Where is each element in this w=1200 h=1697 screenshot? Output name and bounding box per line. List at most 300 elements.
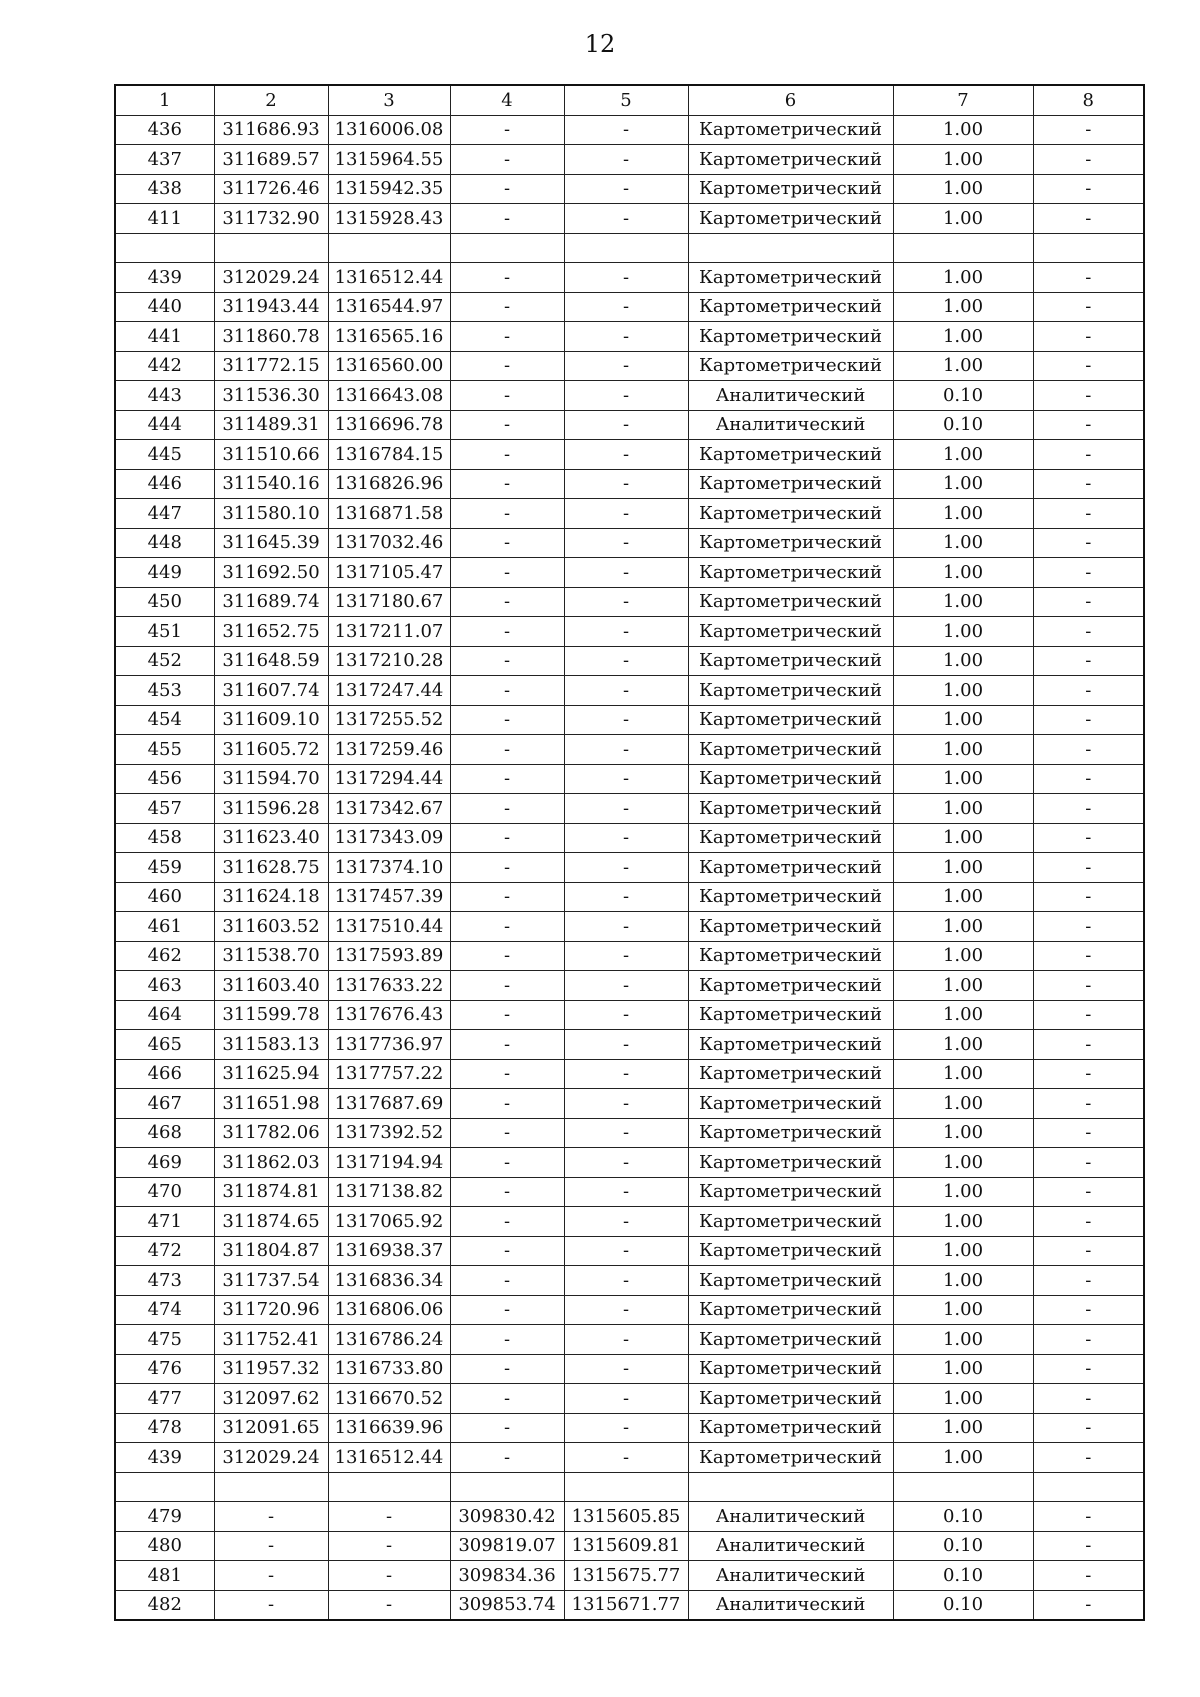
table-cell: Картометрический (688, 587, 893, 617)
table-cell: - (450, 764, 564, 794)
table-cell: 309819.07 (450, 1531, 564, 1561)
table-cell: Картометрический (688, 1148, 893, 1178)
table-cell: - (214, 1531, 328, 1561)
table-cell: Картометрический (688, 971, 893, 1001)
table-cell: 1.00 (893, 853, 1033, 883)
table-cell: - (450, 558, 564, 588)
table-row (115, 1030, 1144, 1060)
table-cell: - (450, 322, 564, 352)
table-cell: - (564, 617, 688, 647)
table-row (115, 941, 1144, 971)
table-cell: - (1033, 735, 1144, 765)
table-cell: 1316643.08 (328, 381, 450, 411)
table-cell: 1.00 (893, 1089, 1033, 1119)
table-cell: 452 (115, 646, 214, 676)
table-cell: Картометрический (688, 528, 893, 558)
table-cell: 311726.46 (214, 174, 328, 204)
table-cell: 1317510.44 (328, 912, 450, 942)
table-cell: Картометрический (688, 1089, 893, 1119)
table-cell: 448 (115, 528, 214, 558)
table-cell: 1317687.69 (328, 1089, 450, 1119)
table-cell: 1.00 (893, 1059, 1033, 1089)
table-cell: 459 (115, 853, 214, 883)
table-cell: - (450, 174, 564, 204)
table-row (115, 646, 1144, 676)
table-row (115, 292, 1144, 322)
table-cell: 447 (115, 499, 214, 529)
table-cell: 309853.74 (450, 1590, 564, 1620)
table-cell: - (450, 1000, 564, 1030)
table-cell: 446 (115, 469, 214, 499)
table-cell: 1.00 (893, 617, 1033, 647)
table-cell: Картометрический (688, 1177, 893, 1207)
table-cell: Картометрический (688, 558, 893, 588)
table-cell: 1.00 (893, 1236, 1033, 1266)
table-cell: Картометрический (688, 1000, 893, 1030)
table-cell: 1316512.44 (328, 263, 450, 293)
table-cell: 1.00 (893, 1177, 1033, 1207)
table-row (115, 1148, 1144, 1178)
table-cell: 1.00 (893, 204, 1033, 234)
table-cell: - (564, 794, 688, 824)
table-row (115, 1177, 1144, 1207)
table-cell: 1316696.78 (328, 410, 450, 440)
table-cell: 1316784.15 (328, 440, 450, 470)
table-cell: 1317593.89 (328, 941, 450, 971)
table-cell: 311599.78 (214, 1000, 328, 1030)
table-cell: 1.00 (893, 174, 1033, 204)
table-row (115, 499, 1144, 529)
table-row (115, 1531, 1144, 1561)
table-cell: 445 (115, 440, 214, 470)
table-cell: 311489.31 (214, 410, 328, 440)
table-cell: - (564, 1413, 688, 1443)
table-cell: - (1033, 794, 1144, 824)
table-cell: - (1033, 1236, 1144, 1266)
table-cell: - (450, 853, 564, 883)
table-cell: - (564, 440, 688, 470)
table-cell: 311510.66 (214, 440, 328, 470)
table-cell: - (1033, 705, 1144, 735)
table-cell: 311862.03 (214, 1148, 328, 1178)
table-cell: Картометрический (688, 1354, 893, 1384)
table-cell: 472 (115, 1236, 214, 1266)
table-cell: - (564, 705, 688, 735)
table-cell: - (1033, 764, 1144, 794)
table-cell: - (450, 1059, 564, 1089)
table-cell: - (564, 263, 688, 293)
table-cell: 311692.50 (214, 558, 328, 588)
table-cell: 311720.96 (214, 1295, 328, 1325)
table-cell: - (564, 912, 688, 942)
table-cell: 1.00 (893, 971, 1033, 1001)
table-cell: 1.00 (893, 1030, 1033, 1060)
table-cell: 1317259.46 (328, 735, 450, 765)
table-cell: 1317342.67 (328, 794, 450, 824)
table-cell: 311536.30 (214, 381, 328, 411)
table-cell: - (1033, 617, 1144, 647)
table-row (115, 469, 1144, 499)
table-row (115, 1590, 1144, 1620)
table-cell: - (450, 1354, 564, 1384)
table-row (115, 174, 1144, 204)
table-cell: - (450, 1118, 564, 1148)
table-cell: 477 (115, 1384, 214, 1414)
table-cell: - (564, 204, 688, 234)
table-row (115, 1561, 1144, 1591)
table-cell: 311645.39 (214, 528, 328, 558)
column-header: 3 (328, 85, 450, 115)
table-cell: Картометрический (688, 1413, 893, 1443)
table-cell: Картометрический (688, 912, 893, 942)
table-row (115, 1502, 1144, 1532)
table-cell: Картометрический (688, 1443, 893, 1473)
table-cell: 469 (115, 1148, 214, 1178)
table-cell: 440 (115, 292, 214, 322)
table-cell (564, 1472, 688, 1502)
table-row (115, 882, 1144, 912)
table-cell: 1317065.92 (328, 1207, 450, 1237)
table-cell: - (1033, 469, 1144, 499)
column-header: 2 (214, 85, 328, 115)
table-cell: - (1033, 1089, 1144, 1119)
table-cell: - (564, 1325, 688, 1355)
table-cell: Аналитический (688, 1531, 893, 1561)
table-cell: 1316938.37 (328, 1236, 450, 1266)
table-cell: - (564, 469, 688, 499)
table-cell: Картометрический (688, 853, 893, 883)
table-cell: 1.00 (893, 1413, 1033, 1443)
table-cell: - (564, 676, 688, 706)
table-cell: - (450, 469, 564, 499)
table-cell: 311752.41 (214, 1325, 328, 1355)
table-cell: 437 (115, 145, 214, 175)
table-cell: Картометрический (688, 204, 893, 234)
table-row (115, 263, 1144, 293)
table-cell: 311609.10 (214, 705, 328, 735)
table-cell: 311583.13 (214, 1030, 328, 1060)
table-cell: Картометрический (688, 499, 893, 529)
table-cell: - (450, 1236, 564, 1266)
table-cell (688, 233, 893, 263)
table-cell: 311605.72 (214, 735, 328, 765)
table-cell: 311689.74 (214, 587, 328, 617)
table-cell: 1317392.52 (328, 1118, 450, 1148)
table-cell: 1315609.81 (564, 1531, 688, 1561)
table-cell: 1317210.28 (328, 646, 450, 676)
table-cell: Картометрический (688, 1059, 893, 1089)
table-cell: - (564, 174, 688, 204)
table-cell: 456 (115, 764, 214, 794)
table-cell: - (1033, 1295, 1144, 1325)
table-cell: - (1033, 440, 1144, 470)
table-cell: 453 (115, 676, 214, 706)
table-cell: - (1033, 587, 1144, 617)
table-cell: - (564, 1354, 688, 1384)
table-cell: - (450, 1148, 564, 1178)
column-header: 6 (688, 85, 893, 115)
table-cell: - (1033, 1118, 1144, 1148)
table-row (115, 322, 1144, 352)
table-row (115, 1118, 1144, 1148)
table-cell: 1.00 (893, 145, 1033, 175)
table-cell: Картометрический (688, 764, 893, 794)
table-cell: 311652.75 (214, 617, 328, 647)
table-cell: - (1033, 174, 1144, 204)
table-cell: 1316871.58 (328, 499, 450, 529)
table-cell: 467 (115, 1089, 214, 1119)
table-cell: 1316826.96 (328, 469, 450, 499)
table-cell (214, 233, 328, 263)
table-row (115, 440, 1144, 470)
table-cell: - (1033, 263, 1144, 293)
table-cell: 1315942.35 (328, 174, 450, 204)
table-cell (893, 233, 1033, 263)
table-cell: - (1033, 1325, 1144, 1355)
table-cell: 311607.74 (214, 676, 328, 706)
table-cell: 1.00 (893, 1118, 1033, 1148)
table-row (115, 351, 1144, 381)
table-cell: - (1033, 292, 1144, 322)
table-cell: 1.00 (893, 882, 1033, 912)
table-cell: 476 (115, 1354, 214, 1384)
table-cell: Аналитический (688, 1561, 893, 1591)
table-cell: 1.00 (893, 587, 1033, 617)
table-cell (564, 233, 688, 263)
table-cell: Картометрический (688, 115, 893, 145)
table-cell: 1316565.16 (328, 322, 450, 352)
table-row (115, 410, 1144, 440)
table-cell: - (450, 263, 564, 293)
table-cell: - (1033, 204, 1144, 234)
table-row (115, 1354, 1144, 1384)
table-cell: 311603.52 (214, 912, 328, 942)
table-cell: 1316544.97 (328, 292, 450, 322)
table-cell: Картометрический (688, 263, 893, 293)
table-cell: - (564, 1030, 688, 1060)
table-cell: - (564, 558, 688, 588)
table-cell: 311772.15 (214, 351, 328, 381)
table-cell: 455 (115, 735, 214, 765)
table-cell: - (450, 1384, 564, 1414)
table-cell: - (214, 1561, 328, 1591)
table-cell: 462 (115, 941, 214, 971)
table-cell: 1317633.22 (328, 971, 450, 1001)
table-cell: 475 (115, 1325, 214, 1355)
table-cell: 1316806.06 (328, 1295, 450, 1325)
table-cell: - (564, 971, 688, 1001)
table-cell: - (450, 912, 564, 942)
table-cell: - (1033, 1443, 1144, 1473)
table-cell: Картометрический (688, 823, 893, 853)
table-cell: 1317180.67 (328, 587, 450, 617)
table-row (115, 145, 1144, 175)
table-cell: 1.00 (893, 705, 1033, 735)
table-row (115, 115, 1144, 145)
table-cell: 444 (115, 410, 214, 440)
table-row (115, 971, 1144, 1001)
table-cell: 311624.18 (214, 882, 328, 912)
table-cell: Картометрический (688, 617, 893, 647)
table-cell: Картометрический (688, 1118, 893, 1148)
table-cell: 1.00 (893, 1443, 1033, 1473)
table-cell: - (564, 1236, 688, 1266)
table-row (115, 912, 1144, 942)
table-cell: Картометрический (688, 735, 893, 765)
table-cell: Картометрический (688, 646, 893, 676)
table-cell: 1.00 (893, 1148, 1033, 1178)
table-cell: 1316006.08 (328, 115, 450, 145)
table-row (115, 1443, 1144, 1473)
table-cell: - (1033, 1502, 1144, 1532)
table-cell: 1316670.52 (328, 1384, 450, 1414)
table-cell: 1316639.96 (328, 1413, 450, 1443)
table-cell: 1317194.94 (328, 1148, 450, 1178)
table-row (115, 1472, 1144, 1502)
table-cell: 1316786.24 (328, 1325, 450, 1355)
table-row (115, 823, 1144, 853)
table-cell: 1315675.77 (564, 1561, 688, 1591)
table-cell: - (1033, 1177, 1144, 1207)
table-cell: - (450, 1266, 564, 1296)
table-cell: - (328, 1561, 450, 1591)
table-cell: - (450, 528, 564, 558)
table-cell: - (450, 1295, 564, 1325)
table-cell: Картометрический (688, 705, 893, 735)
table-cell (1033, 1472, 1144, 1502)
table-cell: - (1033, 971, 1144, 1001)
table-cell: 309830.42 (450, 1502, 564, 1532)
table-cell: - (1033, 558, 1144, 588)
table-cell: - (1033, 882, 1144, 912)
table-cell: 1317247.44 (328, 676, 450, 706)
table-cell: 1317676.43 (328, 1000, 450, 1030)
table-cell: Картометрический (688, 469, 893, 499)
table-cell: Картометрический (688, 1295, 893, 1325)
table-cell (688, 1472, 893, 1502)
table-cell: 454 (115, 705, 214, 735)
table-cell: - (564, 853, 688, 883)
table-cell: 1.00 (893, 735, 1033, 765)
table-cell: 1317294.44 (328, 764, 450, 794)
table-cell: Картометрический (688, 145, 893, 175)
table-cell: - (450, 1089, 564, 1119)
table-cell: 1315605.85 (564, 1502, 688, 1532)
table-cell: 311596.28 (214, 794, 328, 824)
table-cell: Картометрический (688, 794, 893, 824)
table-cell: - (450, 1443, 564, 1473)
table-cell: 311651.98 (214, 1089, 328, 1119)
table-cell: 311594.70 (214, 764, 328, 794)
table-cell: 461 (115, 912, 214, 942)
table-cell: - (564, 587, 688, 617)
table-cell (450, 1472, 564, 1502)
table-cell: 1.00 (893, 558, 1033, 588)
table-cell: Картометрический (688, 1384, 893, 1414)
table-cell: - (450, 823, 564, 853)
table-cell: - (450, 882, 564, 912)
table-cell (450, 233, 564, 263)
table-cell: 465 (115, 1030, 214, 1060)
table-cell (893, 1472, 1033, 1502)
column-header: 1 (115, 85, 214, 115)
table-cell: 1.00 (893, 1354, 1033, 1384)
table-cell: 480 (115, 1531, 214, 1561)
table-cell: 478 (115, 1413, 214, 1443)
table-row (115, 1295, 1144, 1325)
table-cell: - (1033, 941, 1144, 971)
table-cell: 473 (115, 1266, 214, 1296)
table-cell: 311686.93 (214, 115, 328, 145)
table-cell: 466 (115, 1059, 214, 1089)
table-cell: 311782.06 (214, 1118, 328, 1148)
table-cell: 464 (115, 1000, 214, 1030)
table-cell: 0.10 (893, 1590, 1033, 1620)
table-cell: Картометрический (688, 1030, 893, 1060)
table-cell: 443 (115, 381, 214, 411)
table-cell: 311860.78 (214, 322, 328, 352)
table-cell: 1.00 (893, 1325, 1033, 1355)
table-cell: 0.10 (893, 1561, 1033, 1591)
table-cell: 474 (115, 1295, 214, 1325)
table-cell: 1.00 (893, 1384, 1033, 1414)
table-cell: 1.00 (893, 499, 1033, 529)
table-cell: - (564, 292, 688, 322)
table-cell: - (1033, 1266, 1144, 1296)
table-cell: - (1033, 1148, 1144, 1178)
table-cell: - (564, 499, 688, 529)
table-cell: - (450, 1325, 564, 1355)
table-cell: - (328, 1531, 450, 1561)
table-cell: - (1033, 1384, 1144, 1414)
table-row (115, 528, 1144, 558)
table-cell: 1.00 (893, 322, 1033, 352)
table-cell: 442 (115, 351, 214, 381)
table-cell: 481 (115, 1561, 214, 1591)
column-header: 8 (1033, 85, 1144, 115)
table-cell: Картометрический (688, 1236, 893, 1266)
table-cell: - (1033, 499, 1144, 529)
table-cell (115, 233, 214, 263)
table-cell: 1316836.34 (328, 1266, 450, 1296)
table-cell: 458 (115, 823, 214, 853)
table-cell: Картометрический (688, 292, 893, 322)
table-cell: 312029.24 (214, 1443, 328, 1473)
table-cell: - (564, 528, 688, 558)
table-cell: 1.00 (893, 115, 1033, 145)
table-cell: 1317374.10 (328, 853, 450, 883)
table-cell: 1315671.77 (564, 1590, 688, 1620)
table-row (115, 735, 1144, 765)
table-cell (1033, 233, 1144, 263)
table-cell: 1.00 (893, 646, 1033, 676)
table-cell: Аналитический (688, 1502, 893, 1532)
table-cell: 312029.24 (214, 263, 328, 293)
table-cell: - (564, 882, 688, 912)
table-cell: - (450, 1413, 564, 1443)
table-cell: - (450, 1030, 564, 1060)
table-cell: 311689.57 (214, 145, 328, 175)
table-cell: - (450, 794, 564, 824)
table-cell: - (450, 381, 564, 411)
table-cell: - (1033, 1059, 1144, 1089)
table-cell: - (564, 1384, 688, 1414)
table-cell: Картометрический (688, 882, 893, 912)
column-header: 4 (450, 85, 564, 115)
table-cell: 1315928.43 (328, 204, 450, 234)
table-row (115, 587, 1144, 617)
table-cell: - (1033, 322, 1144, 352)
